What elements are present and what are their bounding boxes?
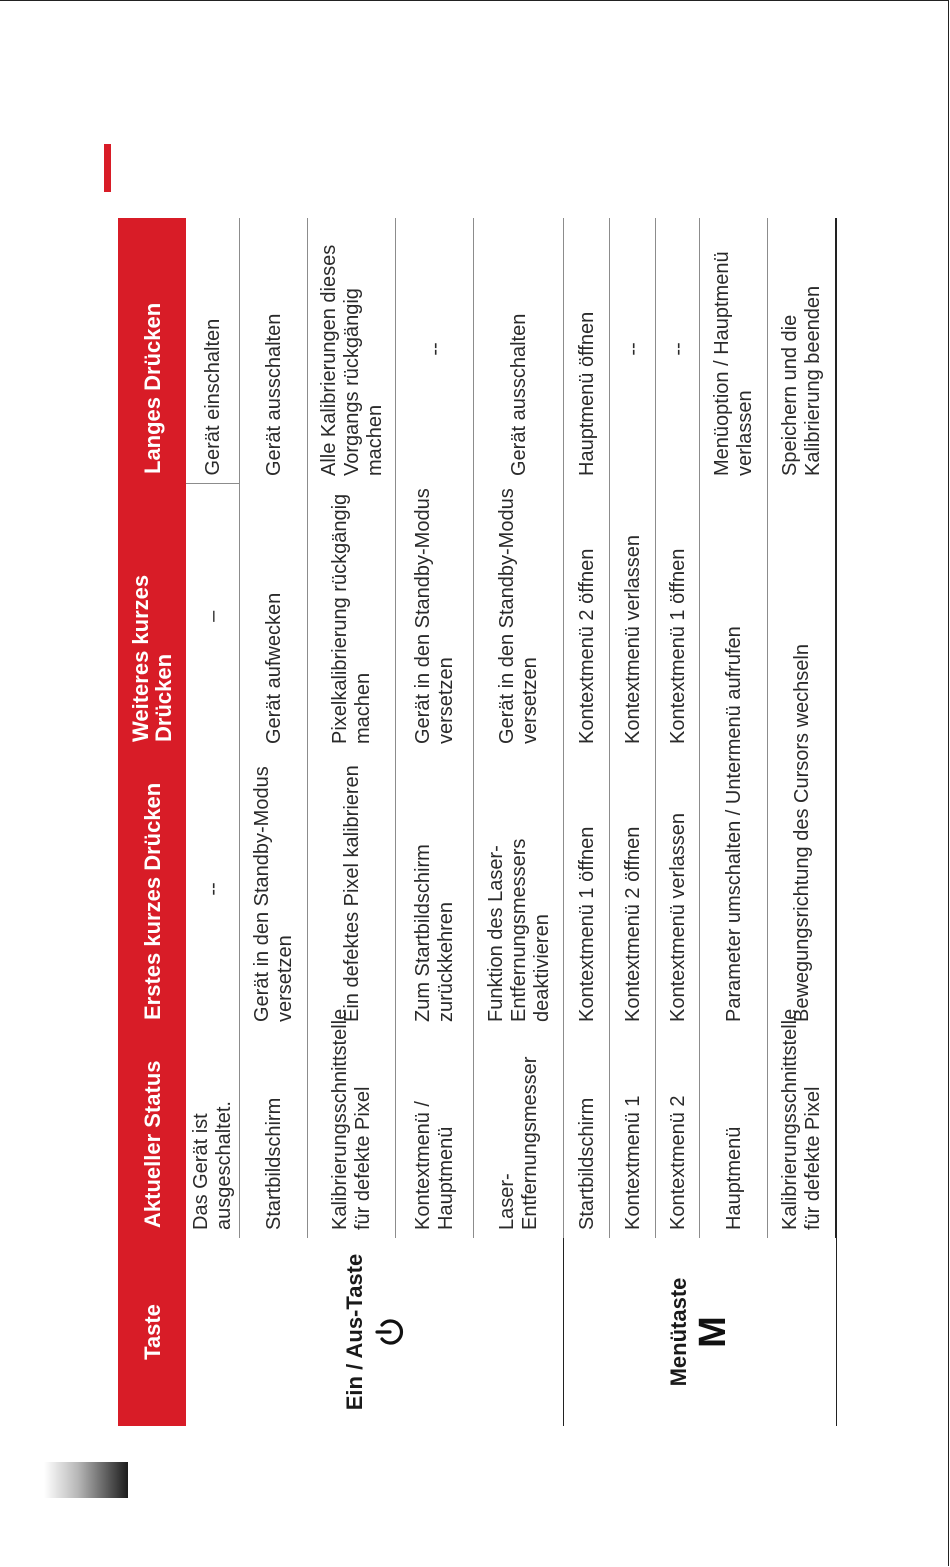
header-first-short: Erstes kurzes Drücken <box>118 752 186 1030</box>
status-cell: Startbildschirm <box>564 1030 610 1238</box>
long-press-cell: Gerät einschalten <box>186 218 240 484</box>
menu-key-cell <box>564 1238 837 1426</box>
long-press-cell: -- <box>396 218 474 484</box>
power-icon <box>373 1315 407 1349</box>
status-cell: Laser-Entfernungsmesser <box>474 1030 564 1238</box>
first-press-cell: Kontextmenü verlassen <box>656 752 700 1030</box>
first-press-cell: -- <box>186 752 240 1030</box>
table-header-row <box>118 218 186 1426</box>
further-press-cell: Gerät in den Standby-Modus versetzen <box>474 484 564 752</box>
further-press-cell: Kontextmenü 1 öffnen <box>656 484 700 752</box>
long-press-cell: Gerät ausschalten <box>240 218 308 484</box>
status-cell: Kontextmenü / Hauptmenü <box>396 1030 474 1238</box>
status-cell: Startbildschirm <box>240 1030 308 1238</box>
short-press-merged-cell: Bewegungsrichtung des Cursors wechseln <box>768 484 837 1030</box>
power-key-label: Ein / Aus-Taste <box>341 1253 367 1411</box>
rotated-table-wrapper <box>118 218 830 1426</box>
status-cell: Das Gerät ist ausgeschaltet. <box>186 1030 240 1238</box>
first-press-cell: Zum Startbildschirm zurückkehren <box>396 752 474 1030</box>
section-accent-bar <box>104 144 111 192</box>
table-row <box>186 218 240 1426</box>
long-press-cell: Speichern und die Kalibrierung beenden <box>768 218 837 484</box>
status-cell: Kalibrierungsschnittstelle für defekte Pixel <box>308 1030 396 1238</box>
status-cell: Kontextmenü 2 <box>656 1030 700 1238</box>
long-press-cell: Alle Kalibrierungen dieses Vorgangs rückgängig machen <box>308 218 396 484</box>
further-press-cell: Gerät aufwecken <box>240 484 308 752</box>
button-function-table <box>118 218 837 1426</box>
further-press-cell: – <box>186 484 240 752</box>
long-press-cell: -- <box>610 218 656 484</box>
further-press-cell: Pixelkalibrierung rückgängig machen <box>308 484 396 752</box>
menu-key-label: Menütaste <box>665 1277 691 1387</box>
status-cell: Kalibrierungsschnittstelle für defekte Pixel <box>768 1030 837 1238</box>
header-long: Langes Drücken <box>118 218 186 484</box>
first-press-cell: Kontextmenü 2 öffnen <box>610 752 656 1030</box>
header-taste: Taste <box>118 1238 186 1426</box>
status-cell: Kontextmenü 1 <box>610 1030 656 1238</box>
status-cell: Hauptmenü <box>700 1030 768 1238</box>
long-press-cell: Hauptmenü öffnen <box>564 218 610 484</box>
header-further-short: Weiteres kurzes Drücken <box>118 484 186 752</box>
page-thumb-tab <box>44 1462 128 1498</box>
long-press-cell: Menüoption / Hauptmenü verlassen <box>700 218 768 484</box>
long-press-cell: -- <box>656 218 700 484</box>
short-press-merged-cell: Parameter umschalten / Untermenü aufrufen <box>700 484 768 1030</box>
further-press-cell: Kontextmenü 2 öffnen <box>564 484 610 752</box>
further-press-cell: Kontextmenü verlassen <box>610 484 656 752</box>
first-press-cell: Gerät in den Standby-Modus versetzen <box>240 752 308 1030</box>
first-press-cell: Ein defektes Pixel kalibrieren <box>308 752 396 1030</box>
power-key-cell <box>186 1238 564 1426</box>
first-press-cell: Funktion des Laser-Entfernungsmessers deaktivieren <box>474 752 564 1030</box>
first-press-cell: Kontextmenü 1 öffnen <box>564 752 610 1030</box>
menu-m-icon: M <box>691 1316 734 1348</box>
long-press-cell: Gerät ausschalten <box>474 218 564 484</box>
further-press-cell: Gerät in den Standby-Modus versetzen <box>396 484 474 752</box>
table-row <box>564 218 610 1426</box>
header-status: Aktueller Status <box>118 1030 186 1238</box>
